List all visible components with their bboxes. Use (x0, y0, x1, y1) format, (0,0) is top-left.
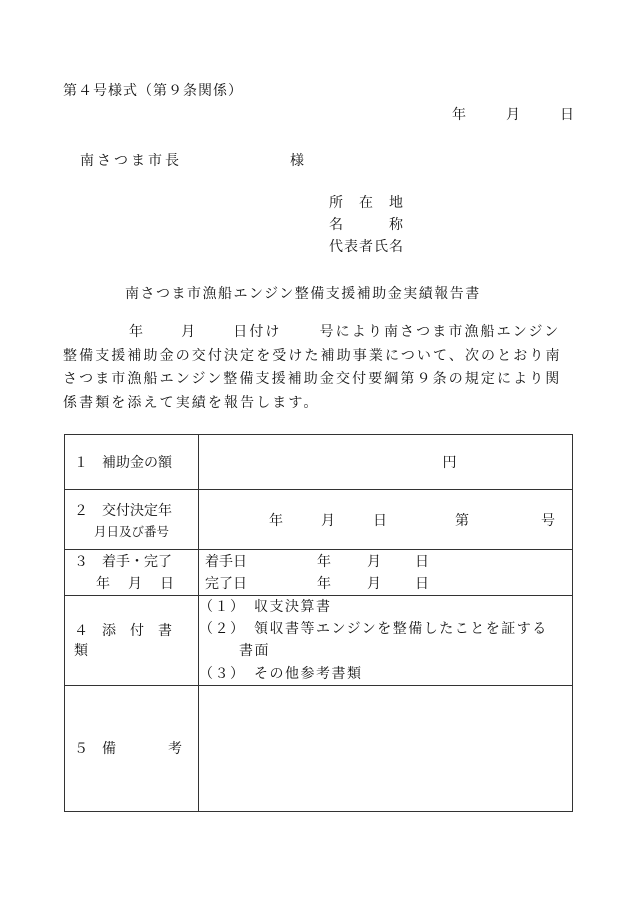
addressee (80, 150, 307, 170)
label-remarks-end: 考 (168, 741, 182, 757)
label-attachments: ４ 添 付 書 類 (65, 596, 199, 686)
finish-month: 月 (367, 575, 381, 592)
decision-month: 月 (321, 512, 335, 529)
label-remarks (65, 685, 199, 811)
start-month: 月 (367, 553, 381, 570)
report-body (63, 321, 573, 415)
body-dated: 日付け (233, 324, 282, 340)
value-decision (199, 490, 573, 550)
label-dates-line2: 年 月 日 (96, 575, 176, 592)
value-dates (199, 550, 573, 596)
table-row-dates (65, 550, 573, 596)
attachment-item-1: （１） 収支決算書 (199, 599, 332, 615)
yen-unit: 円 (442, 455, 457, 471)
decision-day: 日 (373, 512, 387, 529)
finish-date-label: 完了日 (205, 575, 247, 592)
value-subsidy-amount (199, 435, 573, 490)
table-row-decision (65, 490, 573, 550)
form-number: 第４号様式（第９条関係） (63, 83, 243, 99)
finish-date-line (205, 573, 572, 595)
applicant-address-label: 所 在 地 (329, 195, 404, 211)
label-decision-line1: ２ 交付決定年 (74, 502, 172, 519)
table-row-subsidy-amount (65, 435, 573, 490)
finish-year: 年 (317, 575, 331, 592)
body-number: 号 (319, 324, 336, 340)
start-year: 年 (317, 553, 331, 570)
label-dates (65, 550, 199, 596)
label-decision (65, 490, 199, 550)
value-remarks (199, 685, 573, 811)
attachment-item-2: （２） 領収書等エンジンを整備したことを証する (199, 621, 548, 637)
decision-year: 年 (269, 512, 283, 529)
date-year: 年 (452, 107, 466, 123)
start-date-line (205, 551, 572, 573)
applicant-name-label: 名 称 (329, 217, 404, 233)
addressee-name: 南さつま市長 (80, 153, 182, 169)
start-day: 日 (415, 553, 429, 570)
decision-dai: 第 (455, 512, 469, 529)
applicant-block (329, 192, 404, 258)
report-table (64, 434, 573, 812)
attachment-item-2-cont: 書面 (239, 643, 270, 659)
body-year: 年 (129, 324, 146, 340)
label-decision-line2: 月日及び番号 (94, 523, 170, 539)
body-text: により南さつま市漁船エンジン整備支援補助金の交付決定を受けた補助事業について、次のとおり南さつま市漁船エンジン整備支援補助金交付要綱第９条の規定により関係書類を添えて実績を報告します。 (63, 324, 562, 411)
addressee-honorific: 様 (290, 153, 307, 169)
decision-go: 号 (541, 512, 555, 529)
label-subsidy-amount: １ 補助金の額 (65, 435, 199, 490)
table-row-attachments (65, 596, 573, 686)
date-month: 月 (506, 107, 520, 123)
start-date-label: 着手日 (205, 553, 247, 570)
value-attachments (199, 596, 573, 686)
table-row-remarks (65, 685, 573, 811)
body-month: 月 (181, 324, 198, 340)
label-dates-line1: ３ 着手・完了 (74, 553, 172, 570)
applicant-representative-label: 代表者氏名 (329, 239, 404, 255)
finish-day: 日 (415, 575, 429, 592)
date-line (452, 104, 574, 124)
date-day: 日 (560, 107, 574, 123)
label-remarks-num: ５ 備 (74, 741, 116, 757)
document-title: 南さつま市漁船エンジン整備支援補助金実績報告書 (125, 286, 481, 302)
attachment-item-3: （３） その他参考書類 (199, 665, 363, 682)
